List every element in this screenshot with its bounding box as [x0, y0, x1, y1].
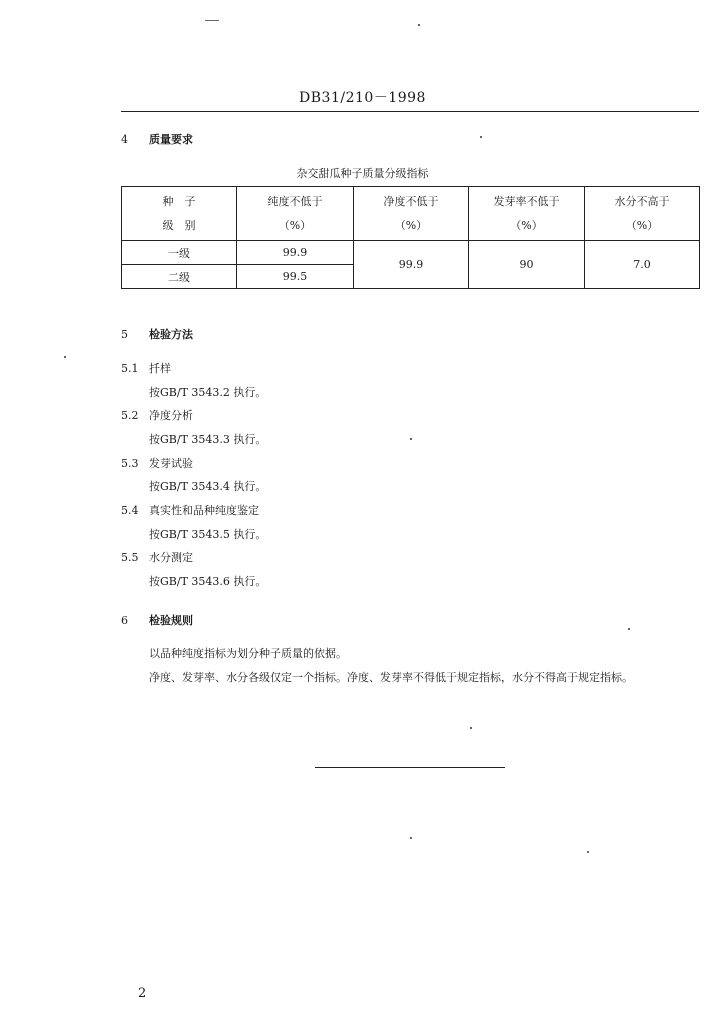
subsection-body: 按GB/T 3543.5 执行。	[149, 528, 267, 541]
grade-cell: 一级	[122, 241, 237, 265]
standard-code: DB31/210－1998	[299, 90, 426, 106]
subsection-heading	[121, 549, 193, 565]
paragraph: 以品种纯度指标为划分种子质量的依据。	[149, 647, 347, 660]
table-row	[122, 241, 700, 265]
section-title: 检验规则	[149, 614, 193, 627]
grade-cell: 二级	[122, 265, 237, 289]
section-number: 4	[121, 133, 128, 146]
subsection-heading	[121, 407, 193, 423]
subsection-number: 5.3	[121, 457, 139, 470]
end-rule	[315, 767, 505, 768]
subsection-title: 真实性和品种纯度鉴定	[149, 504, 259, 517]
page-number: 2	[138, 986, 147, 1001]
subsection-number: 5.1	[121, 362, 139, 375]
subsection-heading	[121, 455, 193, 471]
header-cell-clarity: 净度不低于 （%）	[354, 187, 469, 241]
subsection-body: 按GB/T 3543.3 执行。	[149, 433, 267, 446]
header-cell-grade: 种 子 级 别	[122, 187, 237, 241]
section-number: 6	[121, 614, 128, 627]
subsection-body: 按GB/T 3543.2 执行。	[149, 386, 267, 399]
paragraph: 净度、发芽率、水分各级仅定一个指标。净度、发芽率不得低于规定指标，水分不得高于规定指标。	[149, 671, 633, 684]
scan-speck	[205, 20, 219, 21]
scan-speck	[64, 356, 66, 358]
subsection-heading	[121, 360, 171, 376]
table-title: 杂交甜瓜种子质量分级指标	[296, 167, 429, 180]
section-title: 检验方法	[149, 328, 193, 341]
section-4-heading	[121, 128, 193, 147]
quality-grade-table	[121, 186, 700, 289]
section-title: 质量要求	[149, 133, 193, 146]
header-cell-purity: 纯度不低于 （%）	[237, 187, 354, 241]
scan-speck	[410, 837, 412, 839]
subsection-number: 5.5	[121, 551, 139, 564]
subsection-number: 5.4	[121, 504, 139, 517]
clarity-cell: 99.9	[354, 241, 469, 289]
moisture-cell: 7.0	[585, 241, 700, 289]
subsection-number: 5.2	[121, 409, 139, 422]
subsection-title: 扦样	[149, 362, 171, 375]
header-cell-moisture: 水分不高于 （%）	[585, 187, 700, 241]
purity-cell: 99.5	[237, 265, 354, 289]
scan-speck	[470, 727, 472, 729]
scan-speck	[410, 438, 412, 440]
subsection-body: 按GB/T 3543.6 执行。	[149, 575, 267, 588]
subsection-title: 发芽试验	[149, 457, 193, 470]
header-cell-germination: 发芽率不低于 （%）	[469, 187, 585, 241]
section-5-heading	[121, 323, 193, 342]
table-header-row	[122, 187, 700, 241]
scan-speck	[628, 628, 630, 630]
germination-cell: 90	[469, 241, 585, 289]
purity-cell: 99.9	[237, 241, 354, 265]
section-6-heading	[121, 609, 193, 628]
scan-speck	[418, 24, 420, 26]
header-rule	[121, 111, 699, 112]
scan-speck	[587, 851, 589, 853]
section-number: 5	[121, 328, 128, 341]
subsection-body: 按GB/T 3543.4 执行。	[149, 480, 267, 493]
scan-speck	[480, 136, 482, 138]
subsection-title: 水分测定	[149, 551, 193, 564]
subsection-heading	[121, 502, 259, 518]
subsection-title: 净度分析	[149, 409, 193, 422]
